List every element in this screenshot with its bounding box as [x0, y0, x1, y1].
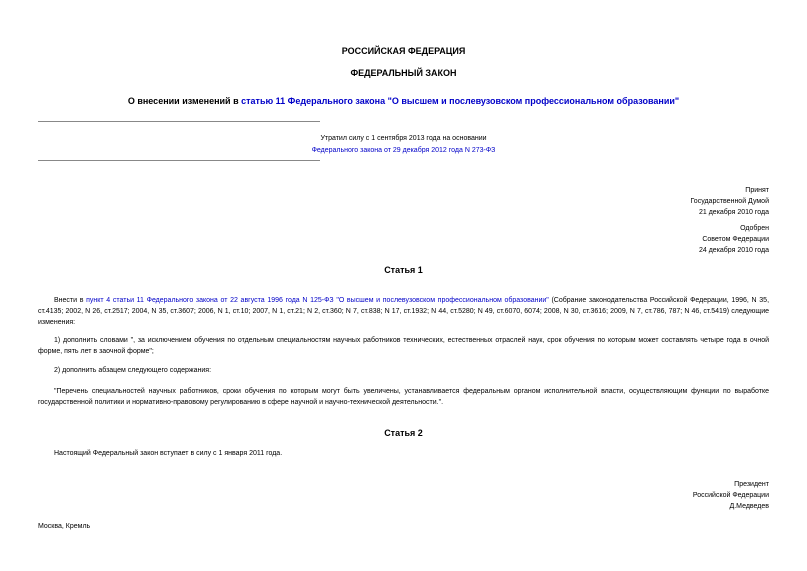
signature-block — [693, 479, 769, 512]
p1-prefix: Внести в — [54, 297, 87, 304]
signature-l3: Д.Медведев — [729, 503, 769, 510]
amended-law-link[interactable]: пункт 4 статьи 11 Федерального закона от 22 августа 1996 года N 125-ФЗ "О высшем и послевузовском профессиональном образовании" — [86, 297, 549, 304]
p1-suffix: (Собрание законодательства Российской Федерации, 1996, N 35, ст.4135; 2002, N 26, ст.2517; 2004, N 35, ст.3607; 2006, N 1, ст.10; 2007, N 1, ст.21; N 2, ст.360; N 7, ст.838; N 17, ст.1932; N 44, ст.5280; N 49, ст.6070, 6074; 2008, N 30, ст.3616; 2009, N 7, ст.786, 787; N 46, ст.5419) следующие изменения: — [38, 297, 770, 326]
country-heading: РОССИЙСКАЯ ФЕДЕРАЦИЯ — [341, 46, 466, 56]
signature-l1: Президент — [734, 481, 769, 488]
divider-top — [38, 121, 320, 122]
approved-l3: 24 декабря 2010 года — [698, 247, 769, 254]
adopted-l2: Государственной Думой — [690, 198, 769, 205]
notice-line: Утратил силу с 1 сентября 2013 года на основании — [320, 135, 487, 142]
signature-l2: Российской Федерации — [692, 492, 769, 499]
article1-paragraph — [38, 295, 769, 328]
notice-link — [0, 145, 807, 156]
article1-item2: 2) дополнить абзацем следующего содержания: — [54, 367, 212, 374]
law-title — [0, 96, 807, 106]
article2-heading: Статья 2 — [384, 428, 423, 438]
doc-type-heading: ФЕДЕРАЛЬНЫЙ ЗАКОН — [350, 68, 457, 78]
approved-l2: Советом Федерации — [702, 236, 769, 243]
article2-text: Настоящий Федеральный закон вступает в силу с 1 января 2011 года. — [54, 450, 283, 457]
approved-block — [699, 223, 769, 256]
article1-item1: 1) дополнить словами ", за исключением обучения по отдельным специальностям научных работников технических, естественных отраслей наук, срок обучения по которым может составлять четыре года в очной форме, пять лет в заочной форме"; — [38, 337, 769, 355]
article1-heading: Статья 1 — [384, 265, 423, 275]
adopted-l3: 21 декабря 2010 года — [698, 209, 769, 216]
place: Москва, Кремль — [38, 523, 91, 530]
approved-l1: Одобрен — [740, 225, 769, 232]
title-prefix: О внесении изменений в — [127, 96, 242, 106]
adopted-l1: Принят — [745, 187, 769, 194]
repeal-law-link[interactable]: Федерального закона от 29 декабря 2012 года N 273-ФЗ — [311, 147, 496, 154]
divider-bottom — [38, 160, 320, 161]
article1-quote: "Перечень специальностей научных работников, сроки обучения по которым могут быть увеличены, устанавливается федеральным органом исполнительной власти, осуществляющим функции по выработке государственной политики и нормативно-правовому регулированию в сфере научной и научно-технической деятельности.". — [38, 388, 769, 406]
adopted-block — [690, 185, 769, 218]
title-link[interactable]: статью 11 Федерального закона "О высшем и послевузовском профессиональном образовании" — [241, 96, 680, 106]
